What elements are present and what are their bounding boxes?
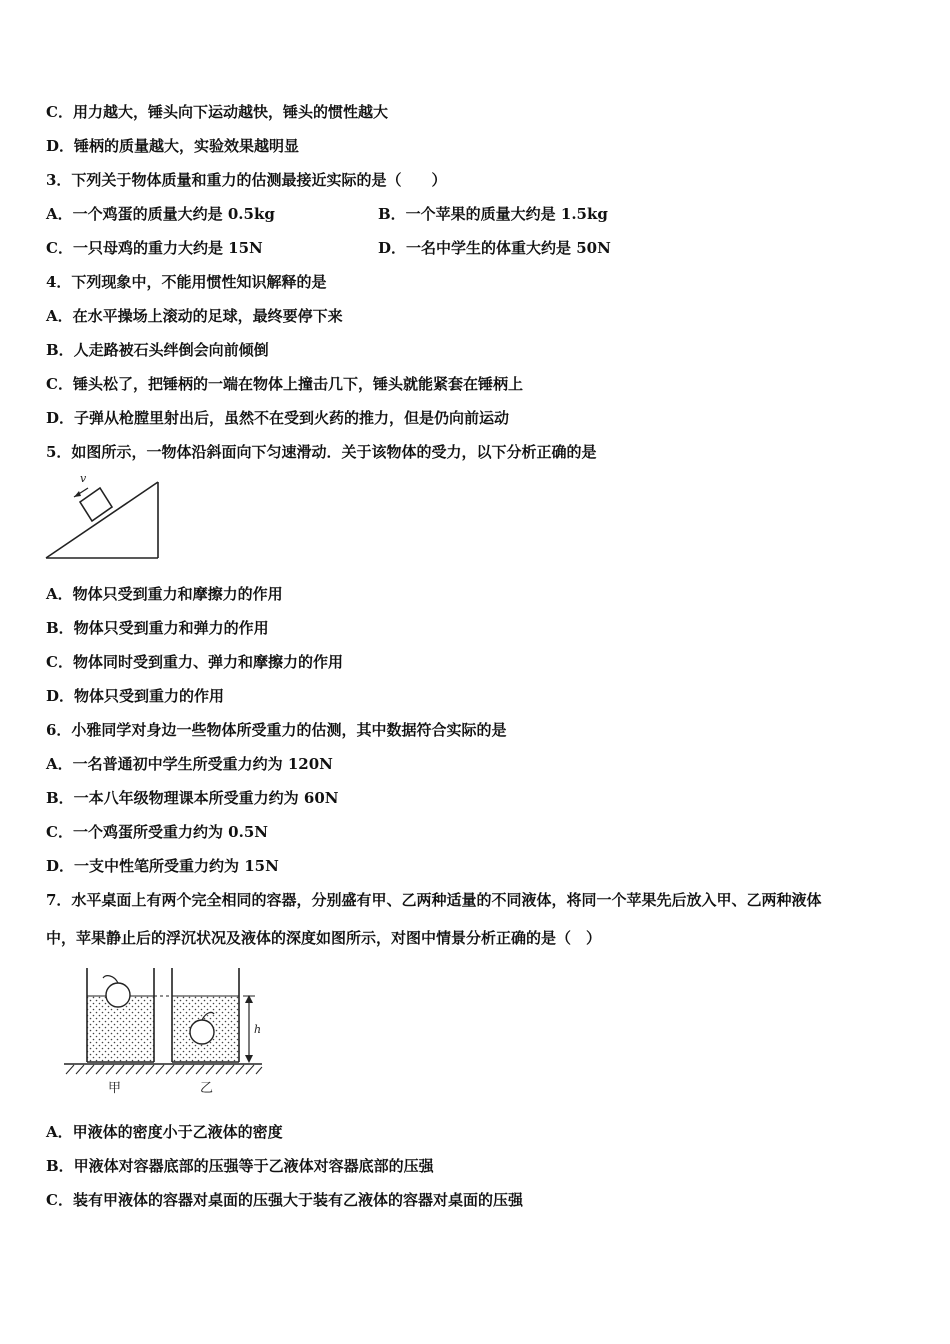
q5-incline-figure bbox=[42, 470, 164, 564]
q6-option-c: C．一个鸡蛋所受重力约为 0.5N bbox=[46, 823, 268, 841]
q3-option-a: A．一个鸡蛋的质量大约是 0.5kg bbox=[46, 205, 275, 223]
q7-containers-figure bbox=[56, 960, 270, 1100]
q2-option-d: D．锤柄的质量越大，实验效果越明显 bbox=[46, 137, 300, 155]
q4-option-a: A．在水平操场上滚动的足球，最终要停下来 bbox=[46, 307, 343, 325]
q3-option-b: B．一个苹果的质量大约是 1.5kg bbox=[378, 205, 608, 223]
q4-option-b: B．人走路被石头绊倒会向前倾倒 bbox=[46, 341, 269, 359]
q7-option-a: A．甲液体的密度小于乙液体的密度 bbox=[46, 1123, 283, 1141]
q4-stem: 4．下列现象中，不能用惯性知识解释的是 bbox=[46, 273, 327, 291]
q5-option-d: D．物体只受到重力的作用 bbox=[46, 687, 225, 705]
q6-option-a: A．一名普通初中学生所受重力约为 120N bbox=[46, 755, 333, 773]
q6-option-b: B．一本八年级物理课本所受重力约为 60N bbox=[46, 789, 339, 807]
q7-stem-line-1: 7．水平桌面上有两个完全相同的容器，分别盛有甲、乙两种适量的不同液体，将同一个苹果先后放入甲、乙两种液体 bbox=[46, 891, 822, 909]
q7-fig-label-yi: 乙 bbox=[200, 1081, 214, 1096]
q3-option-d: D．一名中学生的体重大约是 50N bbox=[378, 239, 611, 257]
q6-option-d: D．一支中性笔所受重力约为 15N bbox=[46, 857, 279, 875]
q5-option-b: B．物体只受到重力和弹力的作用 bbox=[46, 619, 269, 637]
q2-option-c: C．用力越大，锤头向下运动越快，锤头的惯性越大 bbox=[46, 103, 388, 121]
q3-stem: 3．下列关于物体质量和重力的估测最接近实际的是（ ） bbox=[46, 171, 447, 189]
q5-option-c: C．物体同时受到重力、弹力和摩擦力的作用 bbox=[46, 653, 343, 671]
q5-option-a: A．物体只受到重力和摩擦力的作用 bbox=[46, 585, 283, 603]
q5-fig-velocity-label: v bbox=[80, 472, 87, 485]
q7-option-c: C．装有甲液体的容器对桌面的压强大于装有乙液体的容器对桌面的压强 bbox=[46, 1191, 523, 1209]
q7-stem-line-2: 中，苹果静止后的浮沉状况及液体的深度如图所示，对图中情景分析正确的是（ ） bbox=[46, 929, 602, 947]
q4-option-d: D．子弹从枪膛里射出后，虽然不在受到火药的推力，但是仍向前运动 bbox=[46, 409, 510, 427]
q7-fig-depth-label: h bbox=[254, 1023, 262, 1036]
q3-option-c: C．一只母鸡的重力大约是 15N bbox=[46, 239, 263, 257]
q7-option-b: B．甲液体对容器底部的压强等于乙液体对容器底部的压强 bbox=[46, 1157, 434, 1175]
q4-option-c: C．锤头松了，把锤柄的一端在物体上撞击几下，锤头就能紧套在锤柄上 bbox=[46, 375, 523, 393]
q5-stem: 5．如图所示，一物体沿斜面向下匀速滑动．关于该物体的受力，以下分析正确的是 bbox=[46, 443, 597, 461]
q6-stem: 6．小雅同学对身边一些物体所受重力的估测，其中数据符合实际的是 bbox=[46, 721, 507, 739]
q7-fig-label-jia: 甲 bbox=[108, 1081, 122, 1096]
